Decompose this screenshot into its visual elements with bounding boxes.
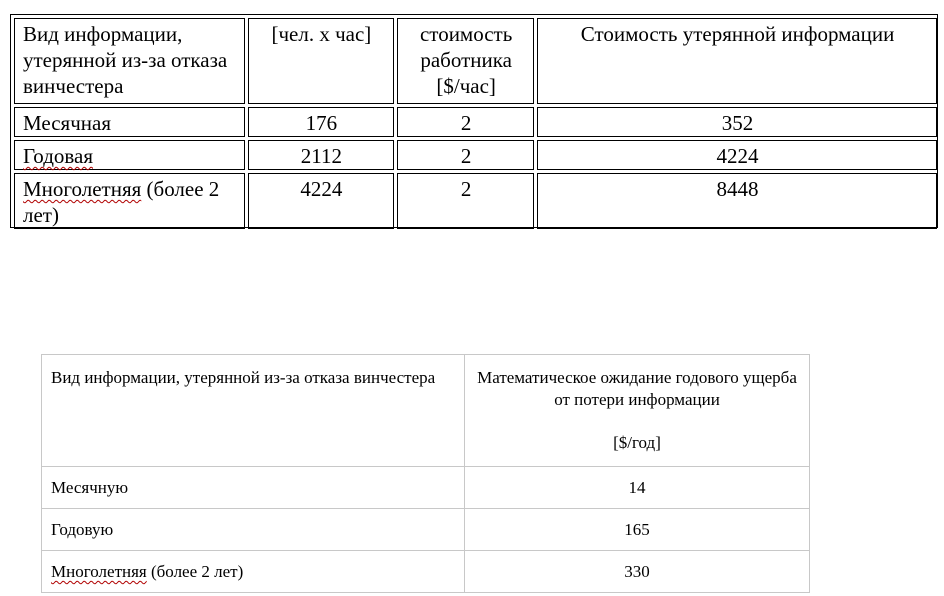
lost-information-cost-table	[11, 15, 940, 232]
table-row	[14, 173, 937, 229]
cost-table-frame	[10, 14, 938, 228]
row-rate: 2	[397, 107, 534, 137]
header-spacer	[474, 411, 800, 432]
header-worker-rate: стоимость работника [$/час]	[397, 18, 534, 104]
row-info-type: Месячная	[14, 107, 245, 137]
row-cost: 352	[537, 107, 937, 137]
table-row	[14, 140, 937, 170]
table-row	[42, 551, 810, 593]
row-rate: 2	[397, 173, 534, 229]
header-info-type: Вид информации, утерянной из-за отказа винчестера	[14, 18, 245, 104]
table-row	[42, 509, 810, 551]
row-value: 165	[465, 509, 810, 551]
row-hours: 2112	[248, 140, 395, 170]
spellcheck-word: Многолетняя	[51, 562, 147, 581]
row-info-type-suffix: (более 2 лет)	[146, 562, 244, 581]
row-info-type: Годовую	[42, 509, 465, 551]
row-info-type	[42, 551, 465, 593]
table-row	[14, 107, 937, 137]
row-value: 14	[465, 467, 810, 509]
header-unit: [$/год]	[613, 433, 661, 452]
header-expectation-text: Математическое ожидание годового ущерба от потери информации	[477, 368, 797, 409]
spellcheck-word: Годовая	[23, 144, 93, 168]
annual-damage-expectation-table	[41, 354, 810, 593]
row-info-type	[14, 140, 245, 170]
header-expectation	[465, 355, 810, 467]
row-cost: 4224	[537, 140, 937, 170]
row-info-type: Месячную	[42, 467, 465, 509]
spellcheck-word: Многолетняя	[23, 177, 142, 201]
table-header-row	[42, 355, 810, 467]
row-rate: 2	[397, 140, 534, 170]
row-cost: 8448	[537, 173, 937, 229]
row-value: 330	[465, 551, 810, 593]
row-hours: 4224	[248, 173, 395, 229]
header-person-hours: [чел. х час]	[248, 18, 395, 104]
table-header-row	[14, 18, 937, 104]
header-info-type: Вид информации, утерянной из-за отказа винчестера	[42, 355, 465, 467]
row-info-type	[14, 173, 245, 229]
table-row	[42, 467, 810, 509]
row-hours: 176	[248, 107, 395, 137]
row-info-type-suffix: (более 2 лет)	[23, 177, 220, 227]
header-lost-cost: Стоимость утерянной информации	[537, 18, 937, 104]
